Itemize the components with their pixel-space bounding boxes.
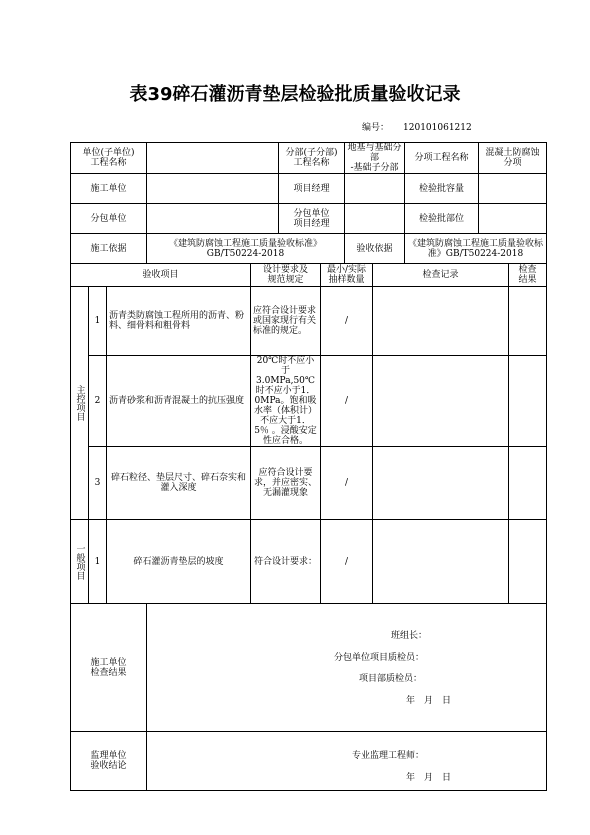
item-number: 3 [89, 447, 107, 520]
construction-basis-label: 施工依据 [71, 234, 147, 264]
sub-manager-value[interactable] [345, 204, 405, 234]
item-record[interactable] [373, 287, 509, 356]
item-record[interactable] [373, 356, 509, 447]
item-requirement: 应符合设计要求，并应密实、无漏灌现象 [251, 447, 321, 520]
inspector-label: 项目部质检员： [359, 674, 423, 684]
contractor-check-area[interactable] [147, 604, 547, 732]
item-result[interactable] [509, 447, 547, 520]
contractor-check-label: 施工单位 检查结果 [71, 604, 147, 732]
sub-project-label: 分部(子分部) 工程名称 [279, 143, 345, 174]
project-manager-label: 项目经理 [279, 174, 345, 204]
contractor-label: 施工单位 [71, 174, 147, 204]
supervision-area[interactable] [147, 732, 547, 791]
supervision-label: 监理单位 验收结论 [71, 732, 147, 791]
item-number: 2 [89, 356, 107, 447]
subcontractor-label: 分包单位 [71, 204, 147, 234]
item-sample: / [321, 356, 373, 447]
item-requirement: 20℃时不应小于3.0MPa,50℃时不应小于1．0MPa。饱和吸水率（体积计）不应大于1．5％ 。浸酸安定性应合格。 [251, 356, 321, 447]
table-row [71, 520, 547, 604]
sub-manager-label: 分包单位 项目经理 [279, 204, 345, 234]
item-project-label: 分项工程名称 [405, 143, 479, 174]
check-date: 年 月 日 [406, 696, 452, 706]
contractor-value[interactable] [147, 174, 279, 204]
item-record[interactable] [373, 447, 509, 520]
unit-label: 单位(子单位) 工程名称 [71, 143, 147, 174]
item-number: 1 [89, 287, 107, 356]
batch-capacity-value[interactable] [479, 174, 547, 204]
item-sample: / [321, 520, 373, 604]
col-record: 检查记录 [373, 264, 509, 287]
batch-capacity-label: 检验批容量 [405, 174, 479, 204]
item-sample: / [321, 447, 373, 520]
acceptance-basis-value: 《建筑防腐蚀工程施工质量验收标 准》GB/T50224-2018 [405, 234, 547, 264]
record-number [362, 120, 472, 133]
sub-inspector-label: 分包单位项目质检员： [334, 653, 425, 663]
item-result[interactable] [509, 520, 547, 604]
inspection-form [70, 142, 547, 791]
contractor-check-row [71, 604, 547, 732]
construction-basis-value: 《建筑防腐蚀工程施工质量验收标准》 GB/T50224-2018 [147, 234, 345, 264]
item-name: 沥青砂浆和沥青混凝土的抗压强度 [107, 356, 251, 447]
col-design: 设计要求及 规范规定 [251, 264, 321, 287]
item-requirement: 符合设计要求： [251, 520, 321, 604]
unit-value[interactable] [147, 143, 279, 174]
table-row [71, 287, 547, 356]
col-result: 检查 结果 [509, 264, 547, 287]
col-item: 验收项目 [71, 264, 251, 287]
batch-part-label: 检验批部位 [405, 204, 479, 234]
supervision-row [71, 732, 547, 791]
general-group-label: 一般项目 [71, 520, 89, 604]
batch-part-value[interactable] [479, 204, 547, 234]
item-name: 沥青类防腐蚀工程所用的沥青、粉料、细骨料和粗骨料 [107, 287, 251, 356]
item-sample: / [321, 287, 373, 356]
table-row [71, 447, 547, 520]
subcontractor-value[interactable] [147, 204, 279, 234]
item-record[interactable] [373, 520, 509, 604]
item-project-value: 混凝土防腐蚀 分项 [479, 143, 547, 174]
item-number: 1 [89, 520, 107, 604]
record-number-value: 120101061212 [403, 123, 472, 133]
item-result[interactable] [509, 287, 547, 356]
item-name: 碎石灌沥青垫层的坡度 [107, 520, 251, 604]
item-result[interactable] [509, 356, 547, 447]
main-group-label: 主控项目 [71, 287, 89, 520]
record-number-label: 编号： [362, 123, 390, 133]
team-leader-label: 班组长： [391, 631, 428, 641]
acceptance-basis-label: 验收依据 [345, 234, 405, 264]
supervision-date: 年 月 日 [406, 773, 452, 783]
col-sample: 最小/实际 抽样数量 [321, 264, 373, 287]
item-requirement: 应符合设计要求或国家现行有关标准的规定。 [251, 287, 321, 356]
table-row [71, 356, 547, 447]
sub-project-value: 地基与基础分部 -基础子分部 [345, 143, 405, 174]
item-name: 碎石粒径、垫层尺寸、碎石奈实和灌入深度 [107, 447, 251, 520]
supervisor-label: 专业监理工程师： [352, 751, 425, 761]
page-title: 表39碎石灌沥青垫层检验批质量验收记录 [129, 84, 461, 105]
project-manager-value[interactable] [345, 174, 405, 204]
